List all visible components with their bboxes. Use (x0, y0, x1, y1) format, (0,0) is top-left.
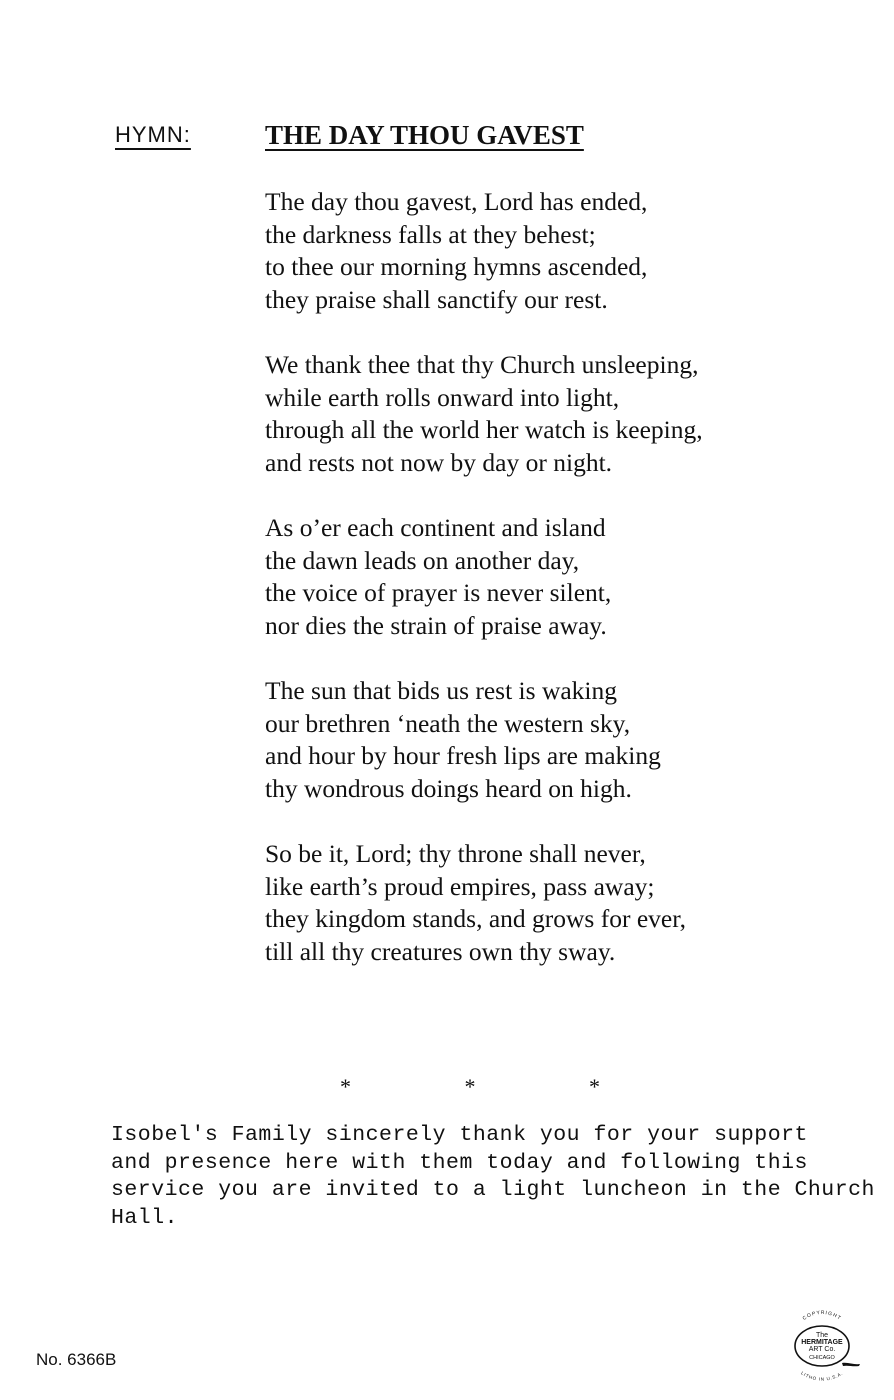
thank-you-note (111, 1122, 875, 1232)
verse-1 (265, 186, 865, 316)
thank-you-line: Isobel's Family sincerely thank you for your support (111, 1123, 808, 1147)
verse-5 (265, 838, 865, 968)
verse-line: So be it, Lord; thy throne shall never, (265, 839, 646, 868)
verse-line: the dawn leads on another day, (265, 545, 580, 575)
verse-line: the voice of prayer is never silent, (265, 578, 612, 607)
catalog-number: No. 6366B (36, 1350, 117, 1369)
thank-you-line: Hall. (111, 1205, 179, 1230)
star-icon: * (464, 1074, 476, 1099)
star-icon: * (589, 1074, 600, 1099)
logo-line-3: ART Co. (808, 1346, 836, 1353)
logo-line-2: HERMITAGE (801, 1339, 843, 1346)
verse-line: they kingdom stands, and grows for ever, (265, 904, 687, 933)
verse-4 (265, 675, 865, 805)
hymn-label: HYMN: (115, 122, 191, 147)
hymn-title: THE DAY THOU GAVEST (265, 120, 584, 150)
logo-bottom-text: LITHO IN U.S.A. (800, 1370, 844, 1382)
thank-you-line: service you are invited to a light luncheon in the Church (111, 1178, 875, 1202)
thank-you-line: and presence here with them today and following this (111, 1150, 808, 1175)
verse-line: they praise shall sanctify our rest. (265, 284, 608, 314)
verse-line: the darkness falls at they behest; (265, 219, 596, 249)
separator-stars (340, 1074, 600, 1100)
quill-icon (842, 1363, 860, 1366)
verse-line: The day thou gavest, Lord has ended, (265, 187, 648, 216)
verse-line: to thee our morning hymns ascended, (265, 252, 648, 281)
verse-2 (265, 349, 865, 479)
verse-line: We thank thee that thy Church unsleeping, (265, 350, 699, 379)
verse-line: and hour by hour fresh lips are making (265, 741, 661, 770)
star-icon: * (340, 1074, 351, 1099)
verse-line: As o’er each continent and island (265, 513, 606, 542)
svg-text:COPYRIGHT (802, 1310, 843, 1322)
logo-line-1: The (815, 1332, 829, 1339)
verse-line: like earth’s proud empires, pass away; (265, 871, 655, 901)
verse-line: while earth rolls onward into light, (265, 382, 620, 412)
verse-line: through all the world her watch is keeping, (265, 415, 703, 444)
logo-top-text: COPYRIGHT (801, 1309, 843, 1322)
verse-line: thy wondrous doings heard on high. (265, 773, 632, 803)
verse-3 (265, 512, 865, 642)
logo-line-4: CHICAGO (809, 1355, 835, 1361)
verse-line: our brethren ‘neath the western sky, (265, 708, 631, 738)
verse-line: till all thy creatures own thy sway. (265, 936, 616, 966)
publisher-logo (782, 1308, 862, 1386)
svg-text:LITHO IN U.S.A. (800, 1370, 844, 1381)
verse-line: The sun that bids us rest is waking (265, 676, 618, 705)
verse-line: and rests not now by day or night. (265, 447, 613, 477)
hymn-verses (265, 186, 865, 1001)
verse-line: nor dies the strain of praise away. (265, 610, 607, 640)
